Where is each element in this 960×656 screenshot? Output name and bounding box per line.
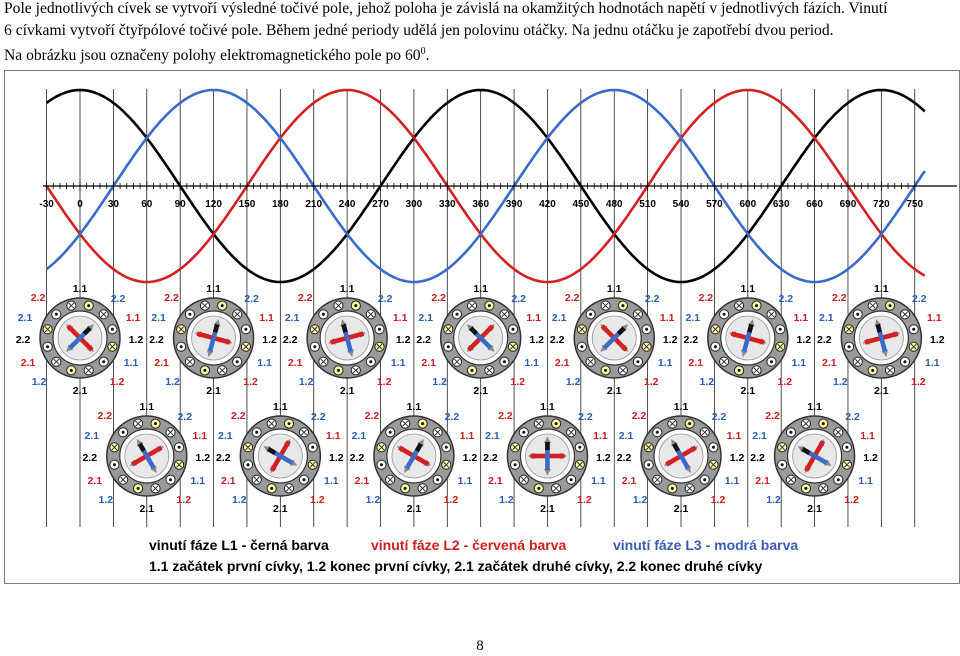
slot-dot-mark	[555, 422, 558, 425]
degree-superscript: 0	[420, 46, 426, 57]
axis-tick-label: 510	[639, 199, 656, 210]
slot-dot-mark	[781, 463, 784, 466]
coil-label: 2.2	[164, 292, 179, 304]
coil-label: 2.1	[488, 475, 503, 487]
coil-label: 1.1	[459, 430, 475, 442]
coil-label: 2.1	[551, 312, 567, 324]
coil-label: 1.2	[376, 376, 392, 388]
slot-dot-mark	[46, 345, 49, 348]
motor-diagram	[283, 283, 411, 397]
coil-label: 2.1	[84, 430, 100, 442]
slot-dot-mark	[122, 431, 125, 434]
coil-label: 1.2	[109, 376, 125, 388]
motor-diagram	[416, 283, 544, 397]
coil-label: 2.1	[418, 312, 433, 324]
coil-label: 2.1	[20, 357, 36, 369]
slot-dot-mark	[589, 313, 592, 316]
slot-dot-mark	[738, 369, 741, 372]
coil-label: 2.2	[564, 292, 580, 304]
coil-label: 2.1	[206, 385, 221, 397]
coil-label: 1.1	[273, 401, 288, 413]
coil-label: 1.2	[499, 494, 514, 506]
coil-label: 2.2	[631, 410, 647, 422]
coil-label: 1.1	[591, 475, 606, 487]
coil-label: 2.1	[807, 503, 822, 515]
coil-label: 1.1	[72, 283, 88, 295]
axis-tick-label: 720	[873, 199, 890, 210]
coil-label: 1.1	[392, 312, 408, 324]
slot-dot-mark	[537, 487, 540, 490]
slot-dot-mark	[380, 463, 383, 466]
slot-dot-mark	[688, 422, 691, 425]
legend	[149, 537, 798, 574]
coil-label: 1.2	[176, 494, 192, 506]
coil-label: 2.2	[416, 334, 431, 346]
coil-label: 2.2	[231, 410, 246, 422]
coil-label: 2.2	[177, 411, 193, 423]
angle-axis	[39, 181, 957, 210]
coil-label: 1.1	[724, 475, 740, 487]
legend-phase-l3: vinutí fáze L3 - modrá barva	[613, 537, 799, 553]
coil-label: 1.2	[443, 494, 459, 506]
slot-dot-mark	[804, 487, 807, 490]
axis-tick-label: 90	[174, 199, 186, 210]
coil-label: 1.2	[911, 376, 926, 388]
axis-tick-label: 120	[205, 199, 222, 210]
coil-label: 2.2	[698, 292, 714, 304]
slot-dot-mark	[154, 422, 157, 425]
slot-dot-mark	[322, 313, 325, 316]
motor-diagram	[483, 401, 611, 515]
coil-label: 1.1	[526, 312, 541, 324]
axis-tick-label: 150	[238, 199, 256, 210]
coil-label: 2.1	[485, 430, 500, 442]
coil-label: 2.1	[273, 503, 288, 515]
slot-dot-mark	[848, 345, 851, 348]
slot-dot-mark	[247, 463, 250, 466]
coil-label: 2.2	[364, 410, 380, 422]
coil-label: 1.1	[540, 401, 555, 413]
coil-label: 1.1	[927, 312, 942, 324]
slot-dot-mark	[703, 478, 706, 481]
coil-label: 2.2	[82, 452, 98, 464]
coil-label: 1.2	[510, 376, 525, 388]
motor-diagram	[550, 283, 678, 397]
coil-label: 1.1	[860, 430, 875, 442]
axis-tick-label: 660	[806, 199, 823, 210]
coil-label: 2.2	[444, 411, 460, 423]
motor-diagram	[216, 401, 344, 515]
slot-dot-mark	[313, 345, 316, 348]
slot-dot-mark	[789, 431, 792, 434]
coil-label: 1.2	[710, 494, 726, 506]
coil-label: 2.2	[431, 292, 446, 304]
coil-label: 2.2	[511, 293, 526, 305]
axis-tick-label: -30	[39, 199, 54, 210]
coil-label: 2.2	[15, 334, 31, 346]
coil-label: 2.1	[351, 430, 367, 442]
slot-dot-mark	[723, 313, 726, 316]
coil-label: 2.1	[473, 385, 488, 397]
coil-label: 1.2	[662, 334, 678, 346]
coil-label: 1.1	[406, 401, 422, 413]
axis-tick-label: 420	[539, 199, 556, 210]
coil-label: 1.2	[632, 494, 648, 506]
coil-label: 2.2	[711, 411, 727, 423]
slot-dot-mark	[514, 463, 517, 466]
slot-dot-mark	[456, 313, 459, 316]
slot-dot-mark	[488, 304, 491, 307]
coil-label: 2.1	[688, 357, 704, 369]
slot-dot-mark	[714, 345, 717, 348]
slot-dot-mark	[389, 431, 392, 434]
coil-label: 1.1	[524, 357, 539, 369]
coil-label: 1.2	[310, 494, 325, 506]
coil-label: 1.2	[262, 334, 277, 346]
coil-label: 2.1	[72, 385, 88, 397]
coil-label: 1.2	[365, 494, 381, 506]
slot-dot-mark	[845, 446, 848, 449]
axis-tick-label: 300	[405, 199, 423, 210]
slot-dot-mark	[471, 369, 474, 372]
coil-label: 2.1	[87, 475, 103, 487]
intro-line-1: Pole jednotlivých cívek se vytvoří výsledné točivé pole, jehož poloha je závislá na okamžitých hodnotách napětí v jednotlivých fázích. Vinutí	[4, 0, 888, 17]
coil-label: 1.2	[298, 376, 314, 388]
intro-line-2: 6 cívkami vytvoří čtyřpólové točivé pole. Během jedné periody udělá jen polovinu otáčky. Na jednu otáčku je zapotřebí dvou period.	[4, 21, 834, 39]
motor-diagram	[817, 283, 945, 397]
coil-label: 1.2	[128, 334, 144, 346]
axis-tick-label: 360	[472, 199, 490, 210]
coil-label: 1.1	[606, 283, 622, 295]
coil-label: 2.2	[349, 452, 365, 464]
slot-dot-mark	[369, 360, 372, 363]
slot-dot-mark	[203, 369, 206, 372]
coil-label: 1.2	[844, 494, 859, 506]
slot-dot-mark	[636, 360, 639, 363]
slot-dot-mark	[169, 478, 172, 481]
intro-line-3-text: Na obrázku jsou označeny polohy elektromagnetického pole po 60	[4, 47, 421, 65]
slot-dot-mark	[55, 313, 58, 316]
coil-label: 1.2	[577, 494, 592, 506]
coil-label: 2.2	[377, 293, 393, 305]
coil-label: 2.2	[817, 334, 832, 346]
slot-dot-mark	[137, 487, 140, 490]
coil-label: 2.1	[554, 357, 570, 369]
slot-dot-mark	[270, 487, 273, 490]
slot-dot-mark	[311, 446, 314, 449]
slot-dot-mark	[856, 313, 859, 316]
coil-label: 2.1	[284, 312, 300, 324]
coil-label: 2.1	[139, 503, 155, 515]
motor-diagram	[350, 401, 478, 515]
axis-tick-label: 60	[141, 199, 153, 210]
coil-label: 2.2	[110, 293, 126, 305]
coil-label: 2.1	[354, 475, 370, 487]
coil-label: 2.2	[244, 293, 259, 305]
coil-label: 1.2	[863, 452, 878, 464]
coil-label: 2.2	[616, 452, 632, 464]
slot-dot-mark	[404, 487, 407, 490]
coil-label: 1.1	[791, 357, 807, 369]
coil-label: 2.1	[621, 475, 637, 487]
coil-label: 2.1	[819, 312, 834, 324]
coil-label: 2.1	[740, 385, 756, 397]
coil-label: 1.2	[195, 452, 211, 464]
coil-label: 2.1	[822, 357, 837, 369]
coil-label: 2.2	[498, 410, 513, 422]
coil-label: 1.1	[206, 283, 221, 295]
coil-label: 2.2	[149, 334, 164, 346]
coil-label: 2.2	[297, 292, 313, 304]
slot-dot-mark	[755, 304, 758, 307]
coil-label: 2.1	[540, 503, 555, 515]
coil-label: 1.1	[807, 401, 822, 413]
coil-label: 2.2	[578, 411, 593, 423]
coil-label: 2.2	[30, 292, 46, 304]
coil-label: 1.1	[473, 283, 488, 295]
axis-tick-label: 30	[107, 199, 119, 210]
slot-dot-mark	[503, 360, 506, 363]
coil-label: 2.1	[752, 430, 767, 442]
motor-diagram	[16, 283, 144, 397]
slot-dot-mark	[512, 328, 515, 331]
coil-label: 2.1	[17, 312, 33, 324]
slot-dot-mark	[656, 431, 659, 434]
coil-label: 1.2	[165, 376, 180, 388]
slot-dot-mark	[871, 369, 874, 372]
coil-label: 1.1	[125, 312, 141, 324]
slot-dot-mark	[447, 345, 450, 348]
slot-dot-mark	[354, 304, 357, 307]
intro-text	[4, 0, 956, 67]
coil-label: 1.1	[324, 475, 339, 487]
coil-label: 1.2	[699, 376, 715, 388]
slot-dot-mark	[647, 463, 650, 466]
motor-diagram	[149, 283, 277, 397]
coil-label: 2.2	[97, 410, 113, 422]
coil-label: 1.1	[339, 283, 355, 295]
axis-tick-label: 390	[505, 199, 523, 210]
coil-label: 2.2	[845, 411, 860, 423]
coil-label: 1.1	[326, 430, 341, 442]
axis-tick-label: 180	[271, 199, 289, 210]
coil-label: 1.1	[657, 357, 673, 369]
legend-phase-l2: vinutí fáze L2 - červená barva	[371, 537, 567, 553]
axis-tick-label: 0	[77, 199, 83, 210]
axis-tick-label: 450	[572, 199, 590, 210]
coil-label: 1.1	[673, 401, 689, 413]
figure-canvas	[5, 71, 959, 583]
coil-label: 2.1	[755, 475, 770, 487]
coil-label: 1.1	[457, 475, 473, 487]
coil-label: 1.2	[565, 376, 581, 388]
slot-dot-mark	[522, 431, 525, 434]
coil-label: 2.1	[218, 430, 233, 442]
axis-tick-label: 630	[772, 199, 790, 210]
coil-label: 2.2	[750, 452, 765, 464]
coil-label: 1.2	[796, 334, 812, 346]
slot-dot-mark	[445, 446, 448, 449]
axis-tick-label: 240	[338, 199, 356, 210]
coil-label: 1.2	[232, 494, 247, 506]
slot-dot-mark	[178, 446, 181, 449]
coil-label: 2.1	[874, 385, 889, 397]
slot-dot-mark	[770, 360, 773, 363]
coil-label: 2.2	[644, 293, 660, 305]
coil-label: 1.2	[930, 334, 945, 346]
slot-dot-mark	[221, 304, 224, 307]
axis-tick-label: 600	[739, 199, 757, 210]
coil-label: 1.1	[123, 357, 139, 369]
axis-tick-label: 210	[305, 199, 323, 210]
coil-label: 1.2	[777, 376, 793, 388]
coil-label: 2.2	[282, 334, 298, 346]
coil-label: 1.2	[529, 334, 544, 346]
coil-label: 2.1	[154, 357, 169, 369]
coil-label: 2.1	[421, 357, 436, 369]
slot-dot-mark	[188, 313, 191, 316]
slot-dot-mark	[255, 431, 258, 434]
coil-label: 2.2	[765, 410, 780, 422]
intro-line-3-end: .	[425, 47, 430, 65]
slot-dot-mark	[712, 446, 715, 449]
coil-label: 1.1	[192, 430, 208, 442]
coil-label: 1.1	[257, 357, 272, 369]
slot-dot-mark	[111, 328, 114, 331]
coil-label: 2.2	[778, 293, 794, 305]
coil-label: 2.1	[151, 312, 166, 324]
coil-label: 1.2	[462, 452, 478, 464]
coil-label: 2.2	[483, 452, 498, 464]
rotating-field-figure	[4, 70, 960, 584]
coil-label: 1.2	[98, 494, 114, 506]
slot-dot-mark	[580, 345, 583, 348]
page-number: 8	[476, 638, 484, 654]
coil-label: 2.2	[683, 334, 699, 346]
slot-dot-mark	[889, 304, 892, 307]
axis-tick-label: 330	[438, 199, 456, 210]
axis-tick-label: 750	[906, 199, 924, 210]
slot-dot-mark	[604, 369, 607, 372]
motor-diagrams	[16, 283, 945, 515]
coil-label: 1.1	[793, 312, 809, 324]
axis-tick-label: 540	[672, 199, 690, 210]
slot-dot-mark	[244, 328, 247, 331]
slot-dot-mark	[180, 345, 183, 348]
coil-label: 1.2	[833, 376, 848, 388]
coil-label: 2.2	[912, 293, 927, 305]
slot-dot-mark	[822, 422, 825, 425]
slot-dot-mark	[378, 328, 381, 331]
coil-label: 2.1	[221, 475, 236, 487]
coil-label: 2.2	[832, 292, 847, 304]
intro-line-3	[4, 41, 956, 67]
slot-dot-mark	[87, 304, 90, 307]
slot-dot-mark	[436, 478, 439, 481]
motor-diagram	[82, 401, 210, 515]
slot-dot-mark	[113, 463, 116, 466]
slot-dot-mark	[102, 360, 105, 363]
coil-label: 1.2	[766, 494, 781, 506]
coil-label: 2.1	[606, 385, 622, 397]
coil-label: 2.2	[216, 452, 231, 464]
coil-label: 1.1	[659, 312, 675, 324]
slot-dot-mark	[236, 360, 239, 363]
slot-dot-mark	[671, 487, 674, 490]
coil-label: 1.2	[643, 376, 659, 388]
coil-label: 1.2	[596, 452, 611, 464]
axis-tick-label: 570	[706, 199, 723, 210]
coil-label: 1.2	[31, 376, 47, 388]
coil-label: 1.1	[390, 357, 406, 369]
coil-label: 1.2	[395, 334, 411, 346]
slot-dot-mark	[288, 422, 291, 425]
coil-label: 1.1	[858, 475, 873, 487]
coil-label: 1.1	[874, 283, 889, 295]
legend-phase-l1: vinutí fáze L1 - černá barva	[149, 537, 329, 553]
coil-label: 1.1	[740, 283, 756, 295]
coil-label: 2.2	[311, 411, 326, 423]
coil-label: 2.1	[685, 312, 701, 324]
axis-tick-label: 270	[372, 199, 389, 210]
slot-dot-mark	[70, 369, 73, 372]
coil-label: 2.1	[339, 385, 355, 397]
coil-label: 1.1	[593, 430, 608, 442]
coil-label: 2.1	[406, 503, 422, 515]
coil-label: 2.1	[287, 357, 303, 369]
coil-label: 1.2	[329, 452, 344, 464]
coil-label: 1.1	[259, 312, 274, 324]
motor-diagram	[683, 283, 811, 397]
coil-label: 1.2	[432, 376, 447, 388]
coil-label: 2.1	[673, 503, 689, 515]
coil-label: 2.1	[618, 430, 634, 442]
coil-label: 1.1	[925, 357, 940, 369]
legend-coil-ends: 1.1 začátek první cívky, 1.2 konec první cívky, 2.1 začátek druhé cívky, 2.2 konec druhé cívky	[149, 558, 763, 574]
slot-dot-mark	[303, 478, 306, 481]
coil-label: 1.1	[190, 475, 206, 487]
coil-label: 1.1	[726, 430, 742, 442]
slot-dot-mark	[570, 478, 573, 481]
motor-diagram	[617, 401, 745, 515]
slot-dot-mark	[421, 422, 424, 425]
coil-label: 1.2	[243, 376, 258, 388]
slot-dot-mark	[621, 304, 624, 307]
motor-diagram	[750, 401, 878, 515]
field-bar-black	[545, 442, 550, 450]
slot-dot-mark	[779, 328, 782, 331]
axis-tick-label: 690	[839, 199, 857, 210]
slot-dot-mark	[578, 446, 581, 449]
coil-label: 1.1	[139, 401, 155, 413]
slot-dot-mark	[904, 360, 907, 363]
slot-dot-mark	[912, 328, 915, 331]
coil-label: 2.2	[549, 334, 565, 346]
coil-label: 1.2	[729, 452, 745, 464]
slot-dot-mark	[337, 369, 340, 372]
slot-dot-mark	[645, 328, 648, 331]
axis-tick-label: 480	[605, 199, 623, 210]
slot-dot-mark	[837, 478, 840, 481]
